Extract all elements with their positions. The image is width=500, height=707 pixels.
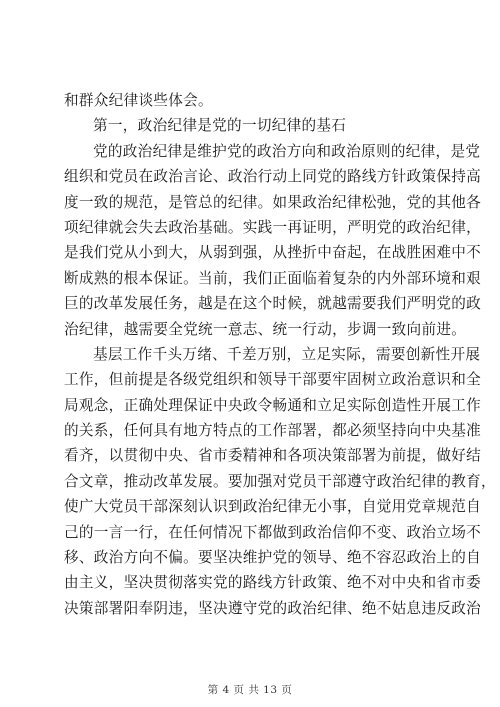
paragraph-line: 决策部署阳奉阴违，坚决遵守党的政治纪律、绝不姑息违反政治 [64,599,482,617]
document-body [64,88,496,621]
paragraph-line: 己的一言一行，在任何情况下都做到政治信仰不变、政治立场不 [64,523,482,541]
paragraph-line: 由主义，坚决贯彻落实党的路线方针政策、绝不对中央和省市委 [64,574,482,592]
paragraph-line: 度一致的规范，是管总的纪律。如果政治纪律松弛，党的其他各 [64,193,482,211]
paragraph-line: 基层工作千头万绪、千差万别，立足实际，需要创新性开展 [93,345,481,363]
paragraph-line: 是我们党从小到大，从弱到强，从挫折中奋起，在战胜困难中不 [64,244,482,262]
paragraph-line: 使广大党员干部深刻认识到政治纪律无小事，自觉用党章规范自 [64,498,482,516]
paragraph-line: 断成熟的根本保证。当前，我们正面临着复杂的内外部环境和艰 [64,269,482,287]
paragraph-continuation-line: 和群众纪律谈些体会。 [64,92,213,109]
paragraph-line: 合文章，推动改革发展。要加强对党员干部遵守政治纪律的教育， [64,472,496,490]
paragraph-line: 治纪律，越需要全党统一意志、统一行动，步调一致向前进。 [64,320,467,338]
paragraph-line: 的关系，任何具有地方特点的工作部署，都必须坚持向中央基准 [64,422,482,440]
paragraph-line: 移、政治方向不偏。要坚决维护党的领导、绝不容忍政治上的自 [64,549,482,567]
paragraph-line: 党的政治纪律是维护党的政治方向和政治原则的纪律，是党 [93,142,481,160]
paragraph-line: 巨的改革发展任务，越是在这个时候，就越需要我们严明党的政 [64,295,482,313]
paragraph-line: 局观念，正确处理保证中央政令畅通和立足实际创造性开展工作 [64,396,482,414]
paragraph-line: 工作，但前提是各级党组织和领导干部要牢固树立政治意识和全 [64,371,482,389]
page-number-footer: 第 4 页 共 13 页 [207,684,293,696]
paragraph-line: 组织和党员在政治言论、政治行动上同党的路线方针政策保持高 [64,168,482,186]
paragraph-line: 项纪律就会失去政治基础。实践一再证明，严明党的政治纪律， [64,218,482,236]
paragraph-line: 看齐，以贯彻中央、省市委精神和各项决策部署为前提，做好结 [64,447,482,465]
section-heading: 第一，政治纪律是党的一切纪律的基石 [93,117,347,135]
